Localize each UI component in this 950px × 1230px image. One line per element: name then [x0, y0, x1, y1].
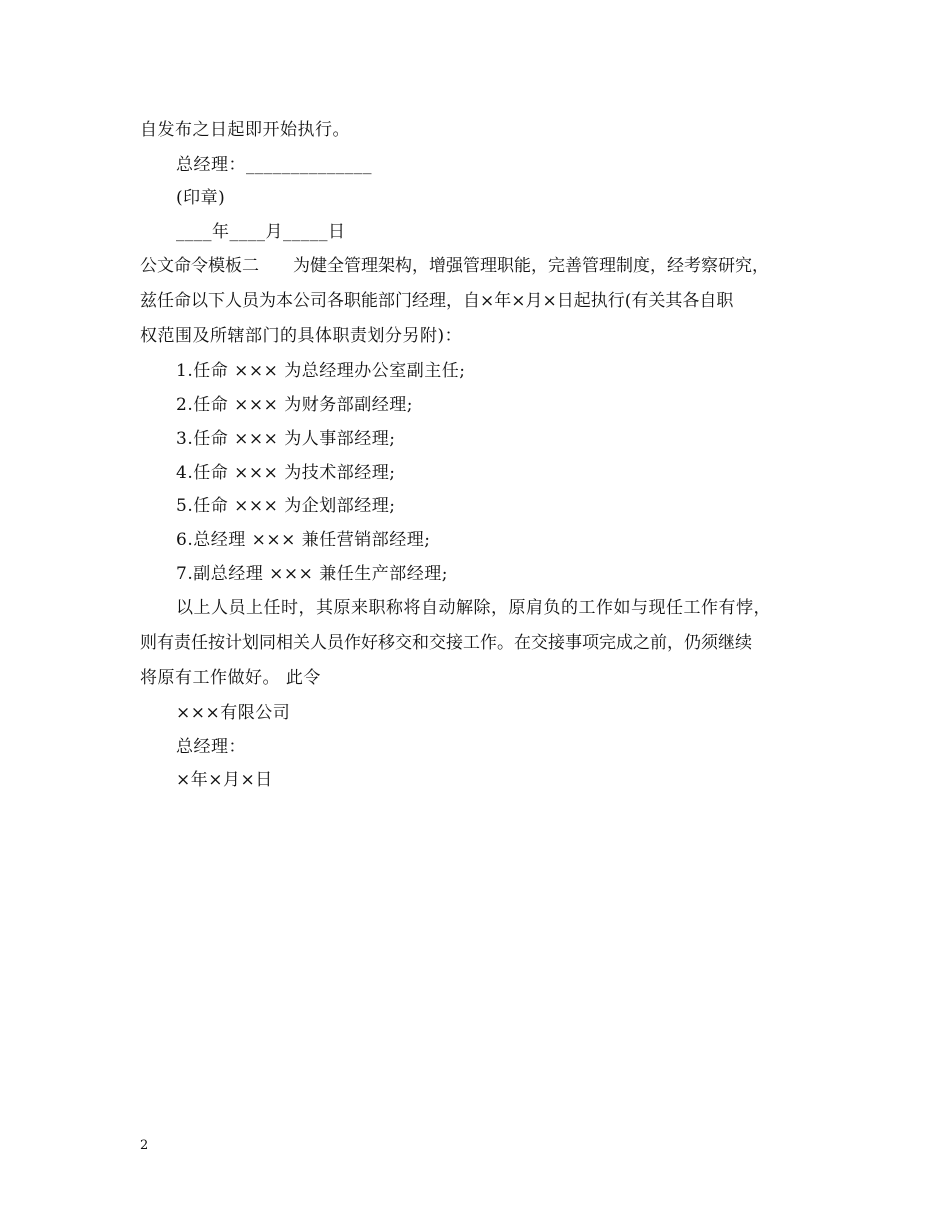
list-item-7: 7.副总经理 ××× 兼任生产部经理;: [176, 564, 448, 584]
text-line-7: 权范围及所辖部门的具体职责划分另附)：: [140, 326, 463, 346]
list-item-1: 1.任命 ××× 为总经理办公室副主任;: [176, 361, 466, 381]
date-line: ×年×月×日: [176, 770, 273, 790]
text-line-6: 兹任命以下人员为本公司各职能部门经理，自×年×月×日起执行(有关其各自职: [140, 291, 734, 311]
company-name: ×××有限公司: [176, 703, 291, 723]
signatory-label: 总经理：: [176, 737, 246, 757]
text-line-1: 自发布之日起即开始执行。: [140, 120, 350, 140]
text-line-4: ____年____月_____日: [176, 222, 346, 242]
text-line-3: (印章): [176, 188, 226, 208]
text-line-2: 总经理：______________: [176, 155, 372, 175]
page-number: 2: [140, 1138, 149, 1153]
list-item-6: 6.总经理 ××× 兼任营销部经理;: [176, 530, 431, 550]
text-line-8: 以上人员上任时，其原来职称将自动解除，原肩负的工作如与现任工作有悖，: [176, 598, 771, 618]
list-item-5: 5.任命 ××× 为企划部经理;: [176, 496, 396, 516]
text-line-9: 则有责任按计划同相关人员作好移交和交接工作。在交接事项完成之前，仍须继续: [140, 633, 752, 653]
list-item-4: 4.任命 ××× 为技术部经理;: [176, 463, 396, 483]
list-item-3: 3.任命 ××× 为人事部经理;: [176, 429, 396, 449]
text-line-10: 将原有工作做好。 此令: [140, 668, 321, 688]
text-line-5: 公文命令模板二 为健全管理架构，增强管理职能，完善管理制度，经考察研究，: [140, 256, 769, 276]
list-item-2: 2.任命 ××× 为财务部副经理;: [176, 395, 413, 415]
